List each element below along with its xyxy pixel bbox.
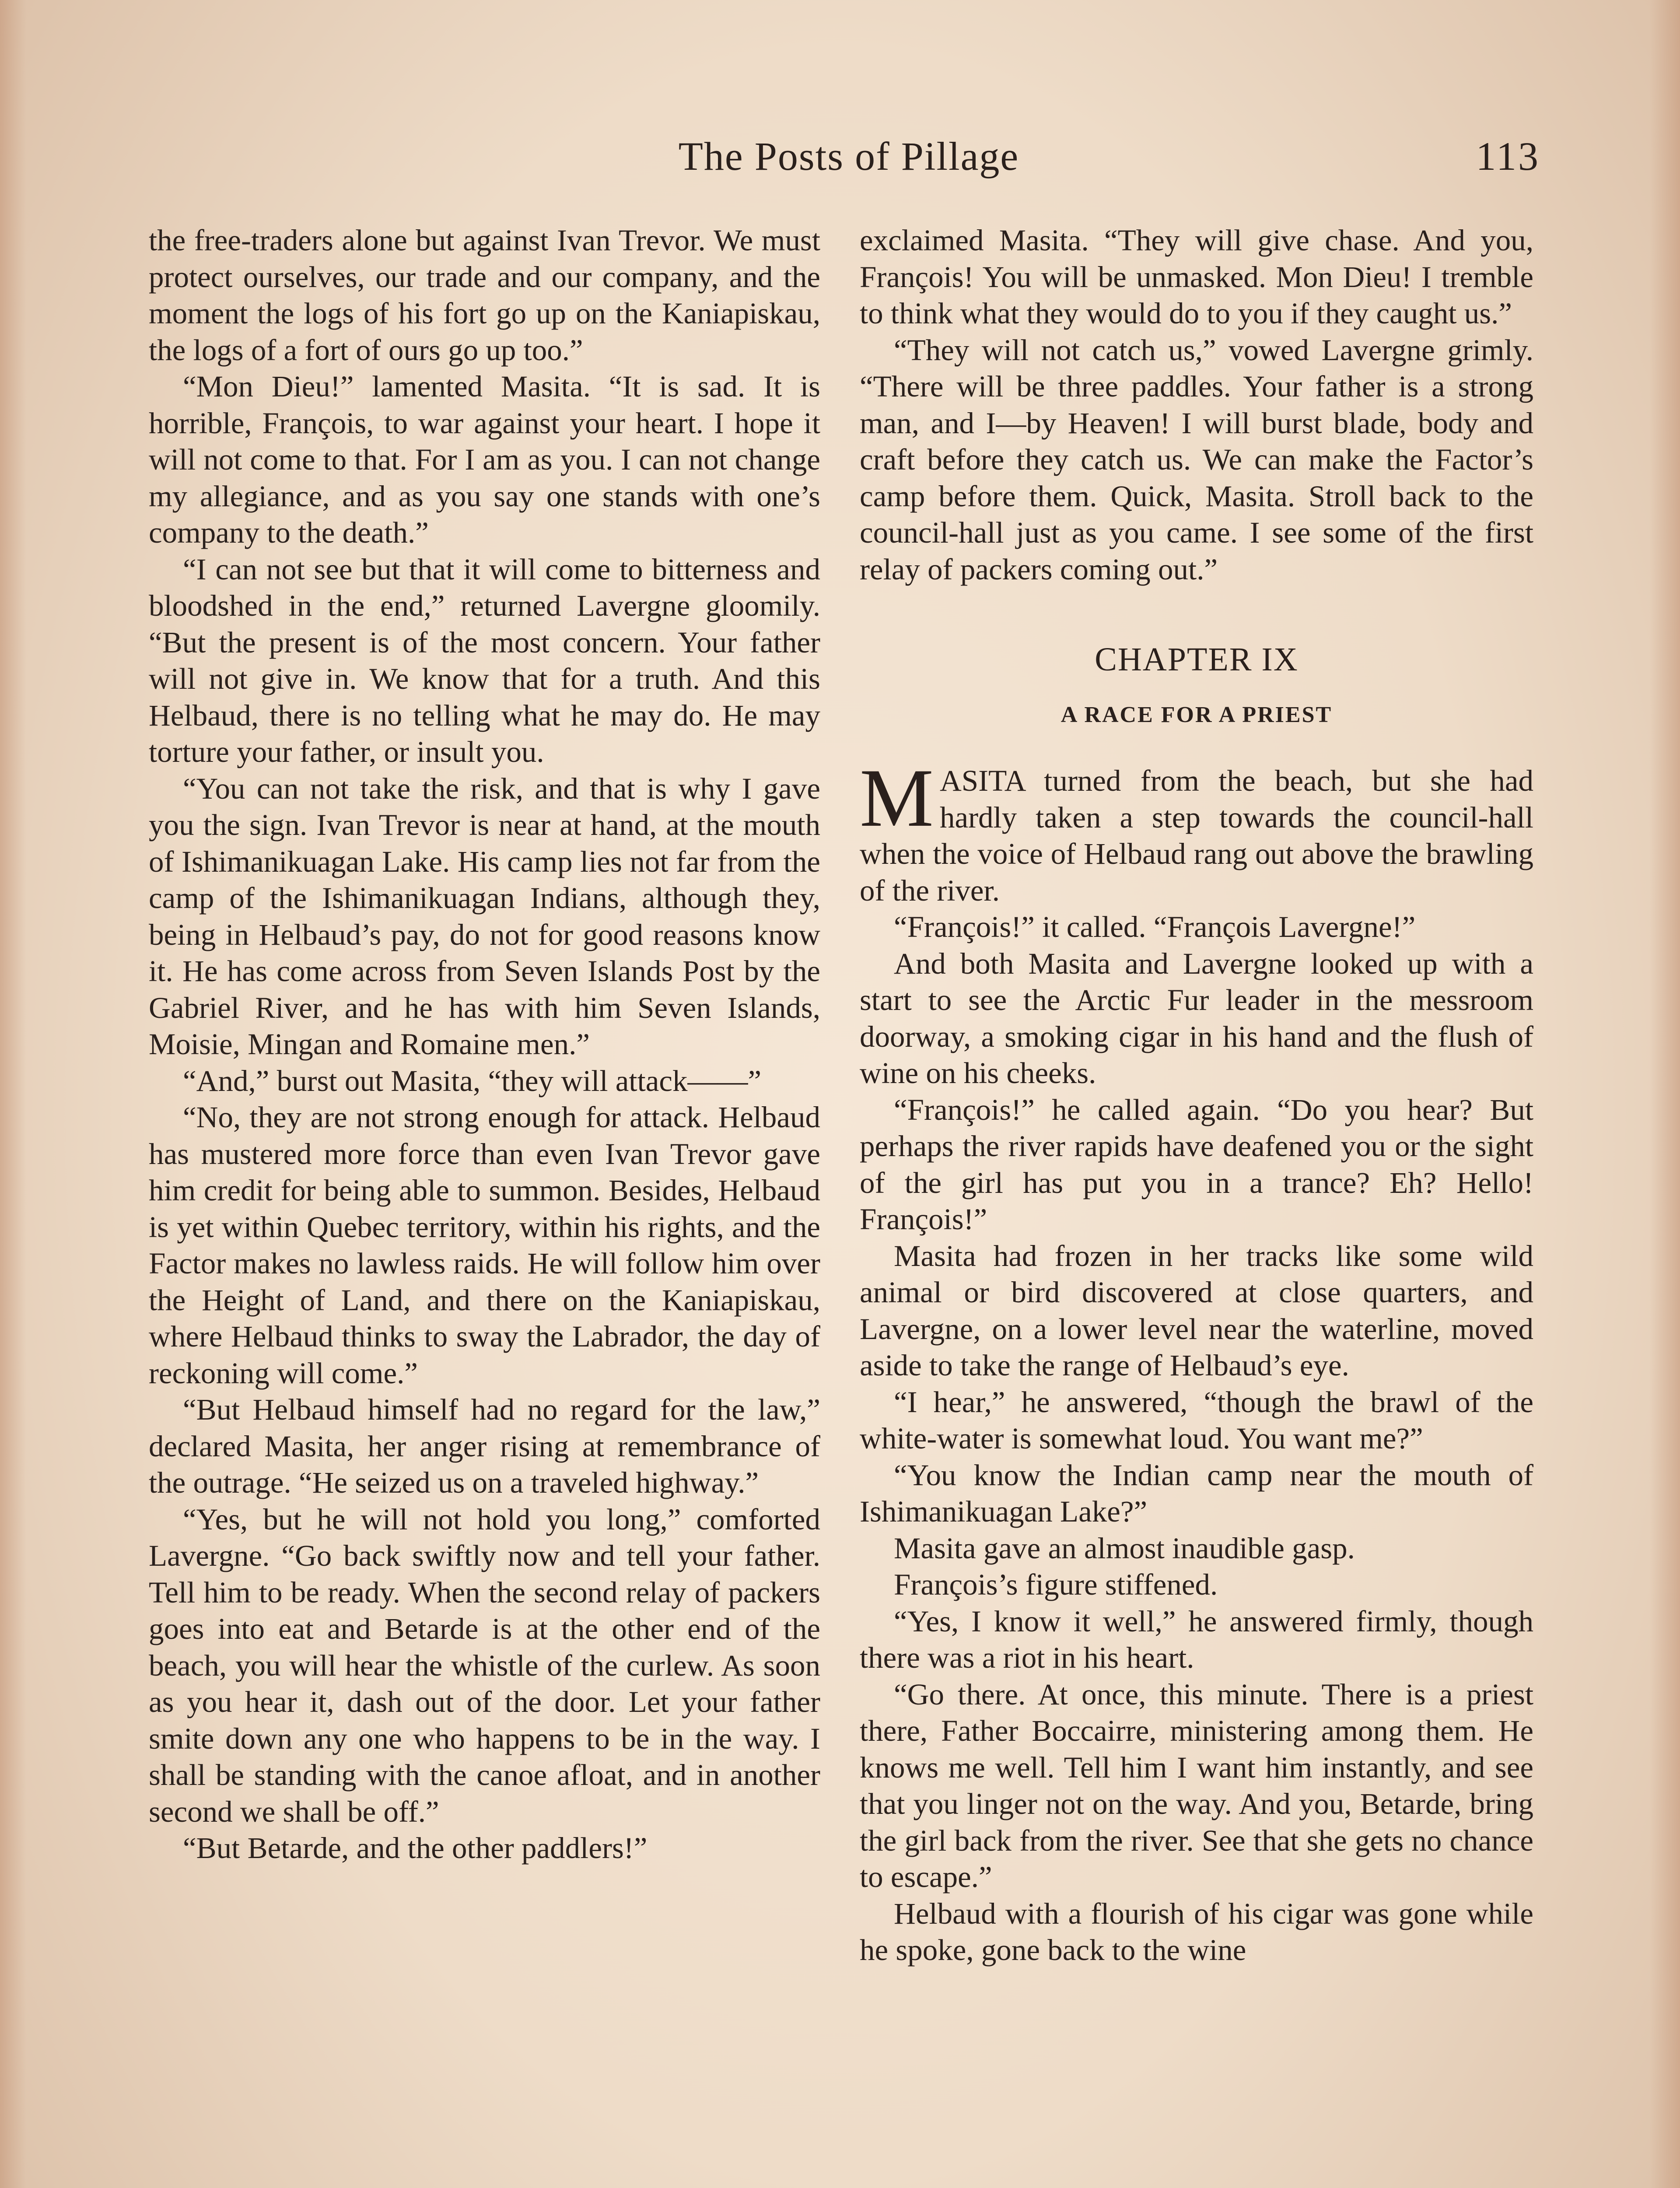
paragraph: “Mon Dieu!” lamented Masita. “It is sad. It is horrible, François, to war against your heart. I hope it will not come to that. For I am as you. I can not change my allegiance, and as you say one stands with one’s company to the death.” <box>149 370 820 549</box>
paragraph: “Yes, I know it well,” he answered firmly, though there was a riot in his heart. <box>860 1604 1533 1674</box>
paragraph: the free-traders alone but against Ivan Trevor. We must protect ourselves, our trade and our company, and the moment the logs of his fort go up on the Kaniapiskau, the logs of a fort of ours go up too.” <box>149 224 820 367</box>
paragraph: “Yes, but he will not hold you long,” comforted Lavergne. “Go back swiftly now and tell your father. Tell him to be ready. When the second relay of packers goes into eat and Betarde is at the other end of the beach, you will hear the whistle of the curlew. As soon as you hear it, dash out of the door. Let your father smite down any one who happens to be in the way. I shall be standing with the canoe afloat, and in another second we shall be off.” <box>149 1502 820 1828</box>
paragraph: “I hear,” he answered, “though the brawl of the white-water is somewhat loud. You want me?” <box>860 1385 1533 1455</box>
page-edge-shadow-right <box>1649 0 1680 2188</box>
paragraph: “François!” it called. “François Lavergne!” <box>894 910 1416 943</box>
chapter-heading: CHAPTER IX <box>1095 641 1298 678</box>
chapter-opening-paragraph <box>860 752 1533 909</box>
paragraph: “I can not see but that it will come to bitterness and bloodshed in the end,” returned Lavergne gloomily. “But the present is of the most concern. Your father will not give in. We know that for a truth. And this Helbaud, there is no telling what he may do. He may torture your father, or insult you. <box>149 552 820 768</box>
right-column <box>860 222 1533 1969</box>
paragraph: “No, they are not strong enough for attack. Helbaud has mustered more force than even Ivan Trevor gave him credit for being able to summon. Besides, Helbaud is yet within Quebec territory, within his rights, and the Factor makes no lawless raids. He will follow him over the Height of Land, and there on the Kaniapiskau, where Helbaud thinks to sway the Labrador, the day of reckoning will come.” <box>149 1101 820 1390</box>
paragraph: “François!” he called again. “Do you hear? But perhaps the river rapids have deafened you or the sight of the girl has put you in a trance? Eh? Hello! François!” <box>860 1093 1533 1236</box>
paragraph: Masita gave an almost inaudible gasp. <box>894 1531 1355 1565</box>
paragraph: “You can not take the risk, and that is why I gave you the sign. Ivan Trevor is near at hand, at the mouth of Ishimanikuagan Lake. His camp lies not far from the camp of the Ishimanikuagan Indians, although they, being in Helbaud’s pay, do not for good reasons know it. He has come across from Seven Islands Post by the Gabriel River, and he has with him Seven Islands, Moisie, Mingan and Romaine men.” <box>149 771 820 1061</box>
paragraph: “You know the Indian camp near the mouth of Ishimanikuagan Lake?” <box>860 1458 1533 1528</box>
paragraph: Helbaud with a flourish of his cigar was gone while he spoke, gone back to the wine <box>860 1897 1533 1967</box>
page-number: 113 <box>1476 134 1540 179</box>
paragraph: “But Betarde, and the other paddlers!” <box>183 1831 648 1865</box>
drop-cap: M <box>860 752 934 844</box>
paragraph: “Go there. At once, this minute. There is a priest there, Father Boccairre, ministering among them. He knows me well. Tell him I want him instantly, and see that you linger not on the way. And you, Betarde, bring the girl back from the river. See that she gets no chance to escape.” <box>860 1677 1533 1893</box>
left-column <box>149 222 820 1867</box>
opening-text: ASITA turned from the beach, but she had hardly taken a step towards the council-hall when the voice of Helbaud rang out above the brawling of the river. <box>860 764 1533 907</box>
page-edge-shadow-left <box>0 0 26 2188</box>
paragraph: “They will not catch us,” vowed Lavergne grimly. “There will be three paddles. Your father is a strong man, and I—by Heaven! I will burst blade, body and craft before they catch us. We can make the Factor’s camp before them. Quick, Masita. Stroll back to the council-hall just as you came. I see some of the first relay of packers coming out.” <box>860 333 1533 586</box>
paragraph: Masita had frozen in her tracks like some wild animal or bird discovered at close quarters, and Lavergne, on a lower level near the waterline, moved aside to take the range of Helbaud’s eye. <box>860 1239 1533 1382</box>
running-title: The Posts of Pillage <box>678 134 1019 179</box>
paragraph: “And,” burst out Masita, “they will attack——” <box>183 1064 762 1098</box>
paragraph: And both Masita and Lavergne looked up with a start to see the Arctic Fur leader in the messroom doorway, a smoking cigar in his hand and the flush of wine on his cheeks. <box>860 947 1533 1090</box>
paragraph: exclaimed Masita. “They will give chase. And you, François! You will be unmasked. Mon Dieu! I tremble to think what they would do to you if they caught us.” <box>860 224 1533 330</box>
chapter-subtitle: A RACE FOR A PRIEST <box>1060 702 1333 727</box>
paragraph: François’s figure stiffened. <box>894 1568 1218 1601</box>
paragraph: “But Helbaud himself had no regard for the law,” declared Masita, her anger rising at remembrance of the outrage. “He seized us on a traveled highway.” <box>149 1393 820 1499</box>
running-header <box>0 128 1680 185</box>
